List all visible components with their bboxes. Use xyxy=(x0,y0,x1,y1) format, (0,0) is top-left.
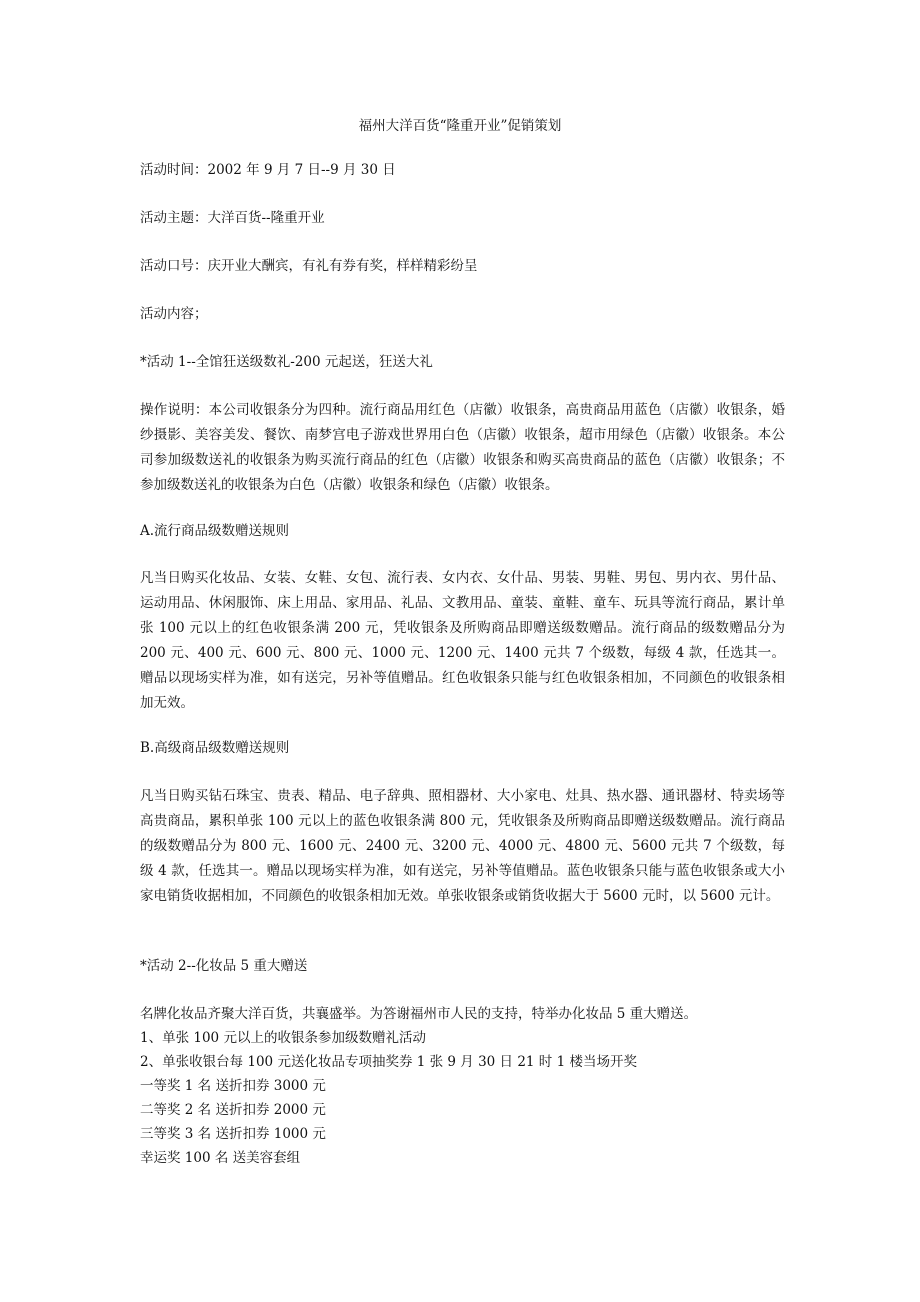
rule-b-body: 凡当日购买钻石珠宝、贵表、精品、电子辞典、照相器材、大小家电、灶具、热水器、通讯器材、特卖场等高贵商品，累积单张 100 元以上的蓝色收银条满 800 元，凭收银条及所购商品即赠送级数赠品。流行商品的级数赠品分为 800 元、1600 元、2400 元、3200 元、4000 元、4800 元、5600 元共 7 个级数，每级 4 款，任选其一。赠品以现场实样为准，如有送完，另补等值赠品。蓝色收银条只能与蓝色收银条或大小家电销货收据相加，不同颜色的收银条相加无效。单张收银条或销货收据大于 5600 元时，以 5600 元计。 xyxy=(140,788,785,904)
activity2-item-1: 1、单张 100 元以上的收银条参加级数赠礼活动 xyxy=(140,1030,426,1046)
rule-a-body: 凡当日购买化妆品、女装、女鞋、女包、流行表、女内衣、女什品、男装、男鞋、男包、男内衣、男什品、运动用品、休闲服饰、床上用品、家用品、礼品、文教用品、童装、童鞋、童车、玩具等流行商品，累计单张 100 元以上的红色收银条满 200 元，凭收银条及所购商品即赠送级数赠品。流行商品的级数赠品分为 200 元、400 元、600 元、800 元、1000 元、1200 元、1400 元共 7 个级数，每级 4 款，任选其一。赠品以现场实样为准，如有送完，另补等值赠品。红色收银条只能与红色收银条相加，不同颜色的收银条相加无效。 xyxy=(140,570,785,711)
activity-theme: 活动主题：大洋百货--隆重开业 xyxy=(140,210,325,226)
activity1-operation: 操作说明：本公司收银条分为四种。流行商品用红色（店徽）收银条，高贵商品用蓝色（店徽）收银条，婚纱摄影、美容美发、餐饮、南梦宫电子游戏世界用白色（店徽）收银条，超市用绿色（店徽）收银条。本公司参加级数送礼的收银条为购买流行商品的红色（店徽）收银条和购买高贵商品的蓝色（店徽）收银条；不参加级数送礼的收银条为白色（店徽）收银条和绿色（店徽）收银条。 xyxy=(140,402,785,493)
prize-third: 三等奖 3 名 送折扣券 1000 元 xyxy=(140,1126,326,1142)
activity2-item-2: 2、单张收银台每 100 元送化妆品专项抽奖券 1 张 9 月 30 日 21 时 1 楼当场开奖 xyxy=(140,1054,637,1070)
prize-first: 一等奖 1 名 送折扣券 3000 元 xyxy=(140,1078,326,1094)
activity-content-label: 活动内容； xyxy=(140,306,208,322)
document-title: 福州大洋百货“隆重开业”促销策划 xyxy=(358,118,562,134)
rule-a-title: A.流行商品级数赠送规则 xyxy=(140,523,290,539)
activity1-heading: *活动 1--全馆狂送级数礼-200 元起送，狂送大礼 xyxy=(140,354,433,370)
prize-lucky: 幸运奖 100 名 送美容套组 xyxy=(140,1150,301,1166)
activity-slogan: 活动口号：庆开业大酬宾，有礼有券有奖，样样精彩纷呈 xyxy=(140,258,478,274)
rule-b-title: B.高级商品级数赠送规则 xyxy=(140,740,290,756)
activity2-heading: *活动 2--化妆品 5 重大赠送 xyxy=(140,958,308,974)
activity-time: 活动时间：2002 年 9 月 7 日--9 月 30 日 xyxy=(140,162,396,178)
activity2-intro: 名牌化妆品齐聚大洋百货，共襄盛举。为答谢福州市人民的支持，特举办化妆品 5 重大赠送。 xyxy=(140,1006,698,1022)
activity2-list xyxy=(140,1002,785,1170)
prize-second: 二等奖 2 名 送折扣券 2000 元 xyxy=(140,1102,326,1118)
